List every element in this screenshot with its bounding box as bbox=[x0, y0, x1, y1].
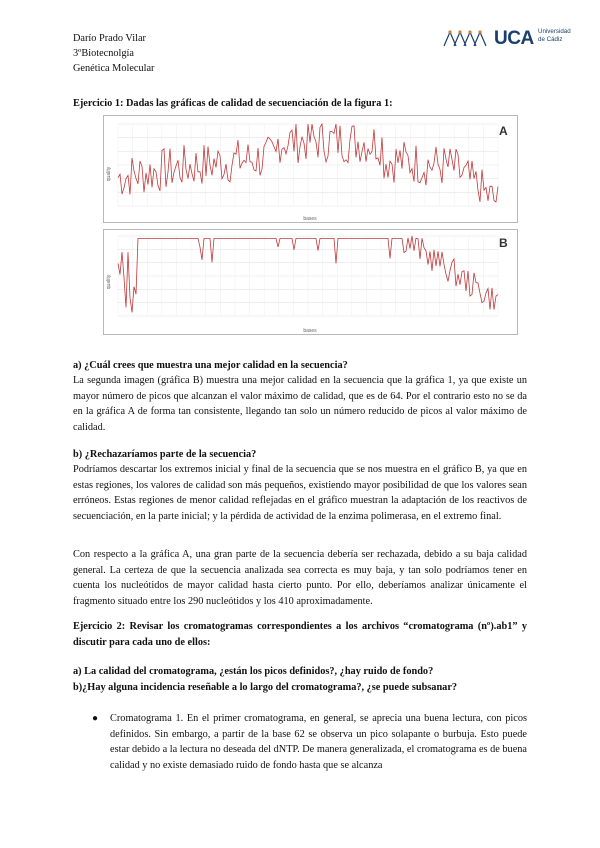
chart-b-ylabel: quality bbox=[106, 274, 112, 290]
logo-subtitle bbox=[538, 28, 571, 43]
author-block bbox=[73, 31, 154, 76]
logo-text: UCA bbox=[494, 28, 534, 49]
exercise-1-title: Ejercicio 1: Dadas las gráficas de calidad de secuenciación de la figura 1: bbox=[73, 98, 393, 109]
subject-name: Genética Molecular bbox=[73, 63, 155, 74]
logo-subtitle-line-2: de Cádiz bbox=[538, 35, 563, 43]
question-a-title: a) ¿Cuál crees que muestra una mejor calidad en la secuencia? bbox=[73, 360, 348, 371]
chart-b-xlabel: bases bbox=[303, 328, 317, 334]
bullet-icon: ● bbox=[92, 713, 99, 724]
figure-1 bbox=[103, 115, 518, 340]
chart-a-plot bbox=[104, 116, 517, 222]
university-logo bbox=[440, 26, 570, 52]
logo-emblem-icon bbox=[440, 26, 492, 52]
author-name: Darío Prado Vilar bbox=[73, 33, 146, 44]
exercise-2-title: Ejercicio 2: Revisar los cromatogramas correspondientes a los archivos “cromatograma (nº).ab1” y discutir para cada uno de ellos: bbox=[73, 621, 527, 648]
chart-a-ylabel: quality bbox=[106, 166, 112, 182]
chart-a-label: A bbox=[499, 124, 508, 138]
chart-a bbox=[103, 115, 518, 223]
question-b-answer-1: Podríamos descartar los extremos inicial y final de la secuencia que se nos muestra en el gráfico B, ya que en estas regiones, los valores de calidad son más pequeños, existiendo mayor posibilidad de que los valores sean erróneos. Estas regiones de menor calidad reflejadas en el gráfico muestran la adaptación de los reactivos de secuenciación, en la parte inicial; y la pérdida de actividad de la enzima polimerasa, en el extremo final. bbox=[73, 464, 527, 522]
chart-a-xlabel: bases bbox=[303, 216, 317, 222]
course-name: 3ºBiotecnolgía bbox=[73, 48, 134, 59]
logo-subtitle-line-1: Universidad bbox=[538, 28, 571, 35]
exercise-2-question-b: b)¿Hay alguna incidencia reseñable a lo largo del cromatograma?, ¿se puede subsanar? bbox=[73, 682, 458, 693]
chart-b-plot bbox=[104, 230, 517, 334]
question-b-answer-2: Con respecto a la gráfica A, una gran parte de la secuencia debería ser rechazada, debido a su baja calidad general. La certeza de que la secuencia analizada sea correcta es muy baja, y tan solo podríamos tener en cuenta los nucleótidos de mayor calidad hasta cierto punto. Por ello, deberíamos analizar únicamente el fragmento situado entre los 290 nucleótidos y los 410 aproximadamente. bbox=[73, 549, 527, 607]
bullet-1-text: Cromatograma 1. En el primer cromatograma, en general, se aprecia una buena lectura, con picos definidos. Sin embargo, a partir de la base 62 se observa un pico solapante o burbuja. Esto puede estar debido a la lectura no deseada del dNTP. De manera generalizada, el cromatograma es de buena calidad y no existe demasiado ruido de fondo hasta que se alcanza bbox=[110, 713, 527, 771]
question-a-answer: La segunda imagen (gráfica B) muestra una mejor calidad en la secuencia que la gráfica 1, ya que existe un mayor número de picos que alcanzan el valor máximo de calidad, que es de 64. Por el contrario esto no se da en la gráfica A de forma tan consistente, llegando tan solo un número reducido de picos al valor máximo de calidad. bbox=[73, 375, 527, 433]
exercise-2-question-a: a) La calidad del cromatograma, ¿están los picos definidos?, ¿hay ruido de fondo? bbox=[73, 666, 434, 677]
chart-b bbox=[103, 229, 518, 335]
chart-b-label: B bbox=[499, 236, 508, 250]
question-b-title: b) ¿Rechazaríamos parte de la secuencia? bbox=[73, 449, 257, 460]
